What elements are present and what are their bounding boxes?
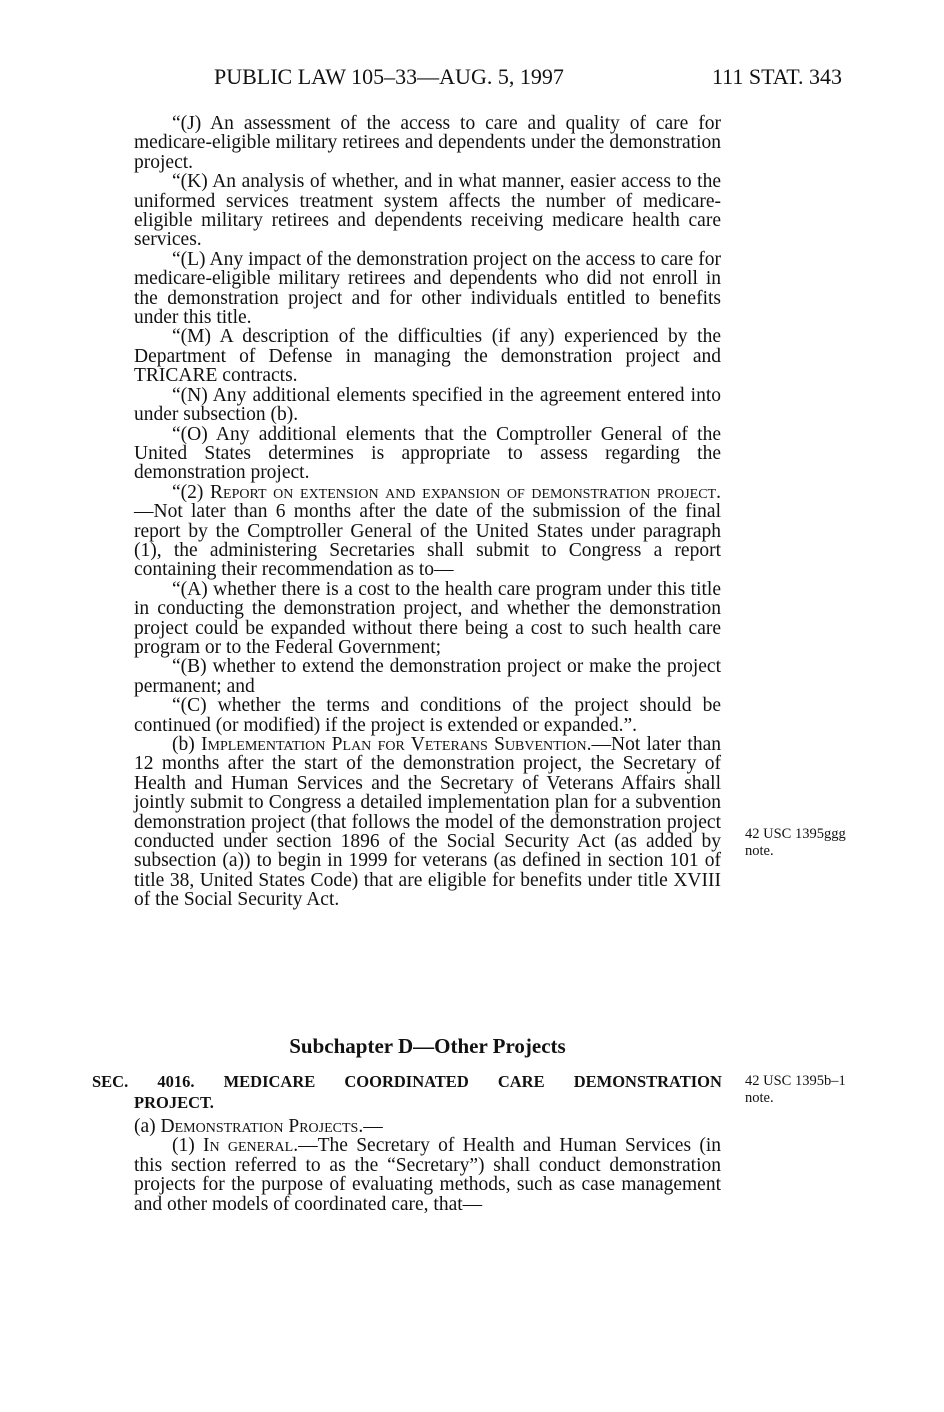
section-heading-line2: PROJECT. (134, 1093, 214, 1112)
running-header-stat-page: 111 STAT. 343 (712, 64, 843, 89)
subsection-a-heading: Demonstration Projects. (160, 1116, 364, 1137)
item-o: “(O) Any additional elements that the Comptroller General of the United States determines is appropriate to assess regarding the demonstration project. (134, 423, 721, 484)
body-column-upper (134, 114, 721, 910)
subsection-b-heading: Implementation Plan for Veterans Subvention. (201, 734, 592, 755)
item-l: “(L) Any impact of the demonstration project on the access to care for medicare-eligible military retirees and dependents who did not enroll in the demonstration project and for other individuals entitled to benefits under this title. (134, 248, 721, 329)
section-heading (92, 1071, 722, 1113)
margin-note-usc-1395b-1: 42 USC 1395b–1 note. (745, 1073, 846, 1106)
paragraph-2: “(2) Report on extension and expansion of demonstration project.—Not later than 6 months after the date of the submission of the final report by the Comptroller General of the United States under paragraph (1), the administering Secretaries shall submit to Congress a report containing their recommendation as to— (134, 481, 721, 581)
item-k: “(K) An analysis of whether, and in what manner, easier access to the uniformed services treatment system affects the number of medicare-eligible military retirees and dependents receiving medicare health care services. (134, 171, 721, 251)
margin-note-usc-1395ggg: 42 USC 1395ggg note. (745, 826, 846, 859)
paragraph-2-heading: Report on extension and expansion of demonstration project. (210, 481, 721, 503)
running-header-law: PUBLIC LAW 105–33—AUG. 5, 1997 (214, 64, 564, 89)
item-b: “(B) whether to extend the demonstration project or make the project permanent; and (134, 656, 721, 697)
body-column-lower (134, 1117, 721, 1214)
section-heading-line1: SEC. 4016. MEDICARE COORDINATED CARE DEMONSTRATION (92, 1072, 722, 1091)
paragraph-1: (1) In general.—The Secretary of Health and Human Services (in this section referred to as the “Secretary”) shall conduct demonstration projects for the purpose of evaluating methods, such as case management and other models of coordinated care, that— (134, 1135, 721, 1215)
paragraph-1-heading: In general. (203, 1135, 299, 1157)
subsection-b: (b) Implementation Plan for Veterans Subvention.—Not later than 12 months after the start of the demonstration project, the Secretary of Health and Human Services and the Secretary of Veterans Affairs shall jointly submit to Congress a detailed implementation plan for a subvention demonstration project (that follows the model of the demonstration project conducted under section 1896 of the Social Security Act (as added by subsection (a)) to begin in 1999 for veterans (as defined in section 101 of title 38, United States Code) that are eligible for benefits under title XVIII of the Social Security Act. (134, 734, 722, 911)
item-a: “(A) whether there is a cost to the health care program under this title in conducting the demonstration project, and whether the demonstration project could be expanded without there being a cost to such health care program or to the Federal Government; (134, 578, 721, 658)
subsection-a: (a) Demonstration Projects.— (134, 1116, 383, 1137)
item-j: “(J) An assessment of the access to care and quality of care for medicare-eligible military retirees and dependents under the demonstration project. (134, 113, 721, 173)
subchapter-heading: Subchapter D—Other Projects (289, 1034, 566, 1058)
item-m: “(M) A description of the difficulties (if any) experienced by the Department of Defense in managing the demonstration project and TRICARE contracts. (134, 326, 721, 387)
item-n: “(N) Any additional elements specified in the agreement entered into under subsection (b). (134, 384, 721, 426)
item-c: “(C) whether the terms and conditions of the project should be continued (or modified) if the project is extended or expanded.”. (134, 695, 721, 736)
